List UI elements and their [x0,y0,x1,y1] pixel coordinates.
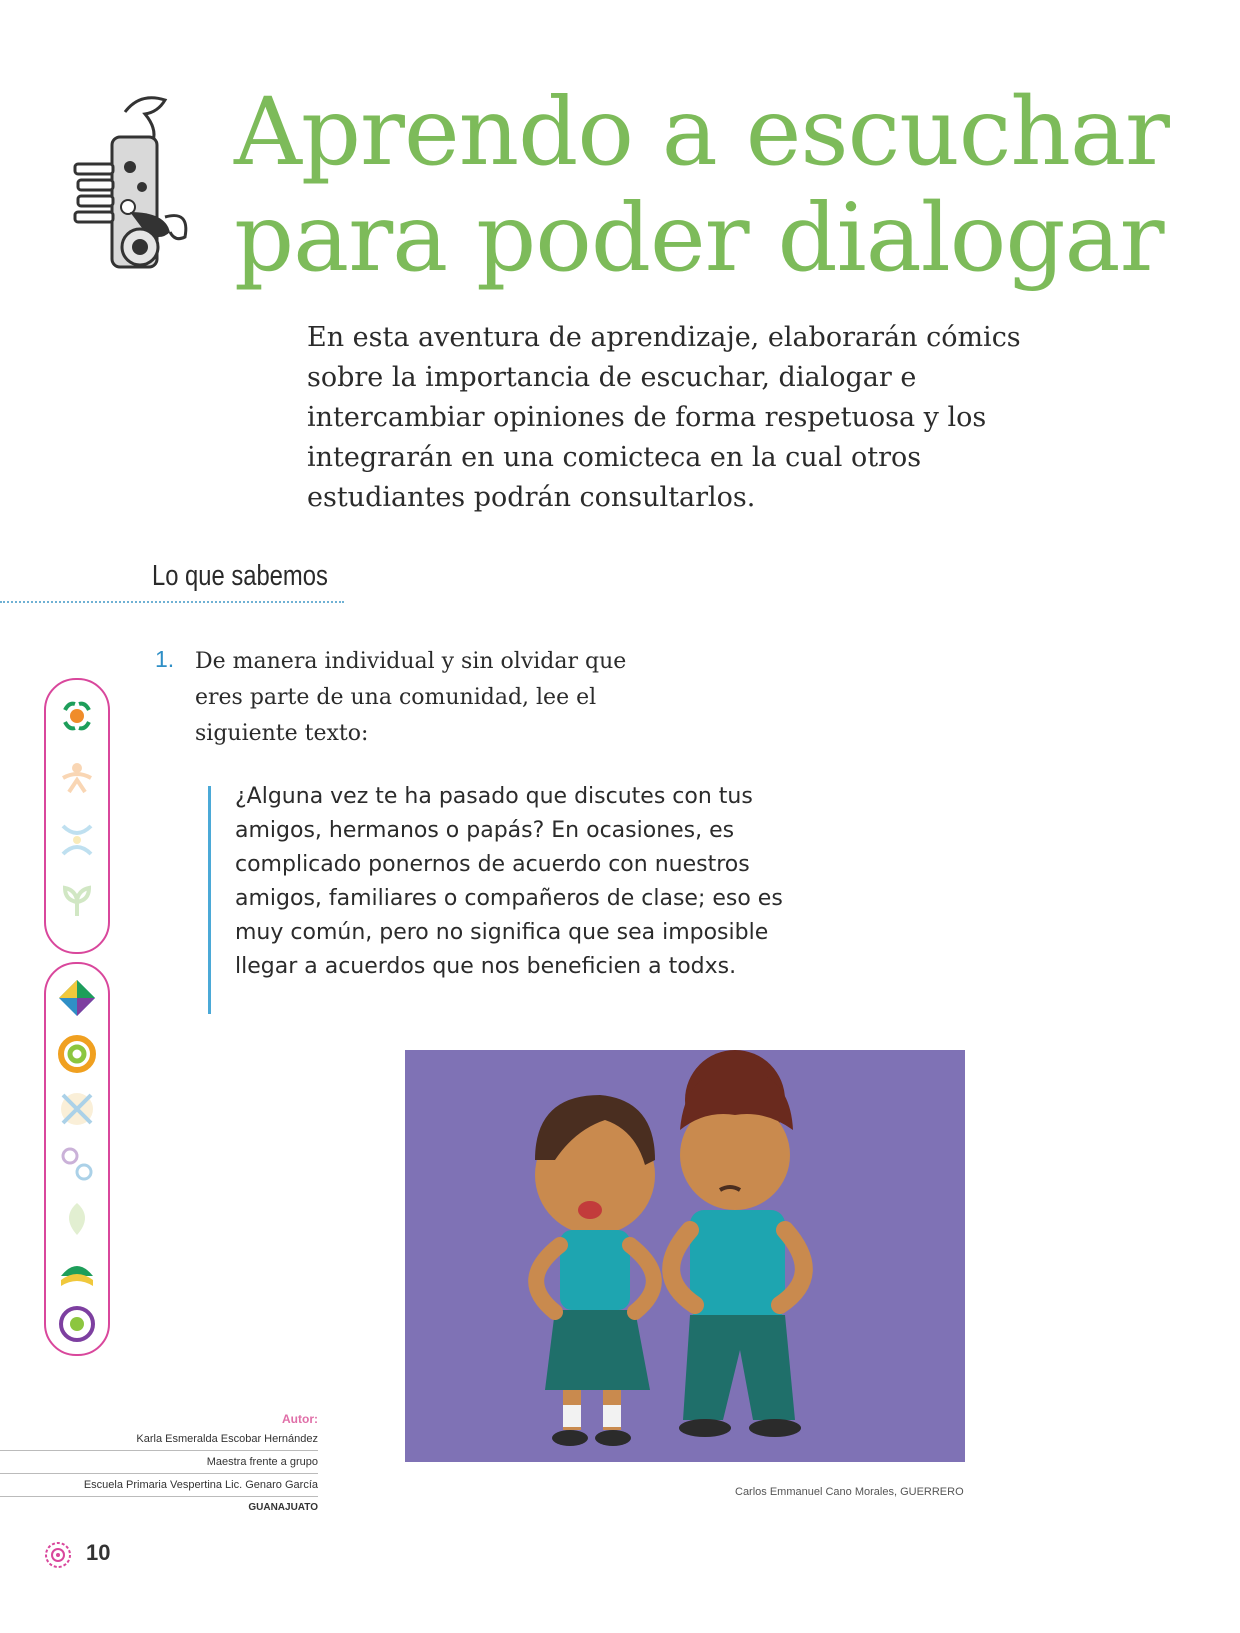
spiral-icon [57,1034,97,1074]
diamond-icon [57,978,97,1018]
art-icon [57,1304,97,1344]
section-heading: Lo que sabemos [152,560,328,592]
gender-icon [57,1144,97,1184]
book-icon [57,1254,97,1294]
campo-formativo-strip-top [44,678,110,954]
plant-icon [57,880,97,920]
people-icon [57,758,97,798]
title-line-1: Aprendo a escuchar [234,78,1169,187]
page-number: 10 [86,1540,111,1565]
author-role: Maestra frente a grupo [0,1451,318,1474]
leaf-icon [57,1199,97,1239]
author-school: Escuela Primaria Vespertina Lic. Genaro García [0,1474,318,1497]
intro-paragraph: En esta aventura de aprendizaje, elaborarán cómics sobre la importancia de escuchar, dialogar e intercambiar opiniones de forma respetuosa y los integrarán en una comicteca en la cual otros estudiantes podrán consultarlos. [307,322,1021,513]
page-ornament-icon [43,1540,73,1570]
star-icon [57,1089,97,1129]
activity-number: 1. [155,646,175,672]
illustration-credit: Carlos Emmanuel Cano Morales, GUERRERO [735,1486,964,1498]
author-name: Karla Esmeralda Escobar Hernández [0,1428,318,1451]
community-icon [57,696,97,736]
glyph-decoration-icon [70,92,195,277]
author-label: Autor: [282,1412,318,1426]
kids-arguing-illustration [405,1050,965,1462]
quote-bar [208,786,211,1014]
activity-instructions: De manera individual y sin olvidar que eres parte de una comunidad, lee el siguiente texto: [195,649,627,746]
title-line-2: para poder dialogar [234,184,1164,293]
quote-text: ¿Alguna vez te ha pasado que discutes con tus amigos, hermanos o papás? En ocasiones, es complicado ponernos de acuerdo con nuestros amigos, familiares o compañeros de clase; eso es muy común, pero no significa que sea imposible llegar a acuerdos que nos beneficien a todxs. [235,784,783,979]
ejes-articuladores-strip [44,962,110,1356]
section-divider [0,601,344,603]
link-icon [57,820,97,860]
author-state: GUANAJUATO [248,1502,318,1513]
